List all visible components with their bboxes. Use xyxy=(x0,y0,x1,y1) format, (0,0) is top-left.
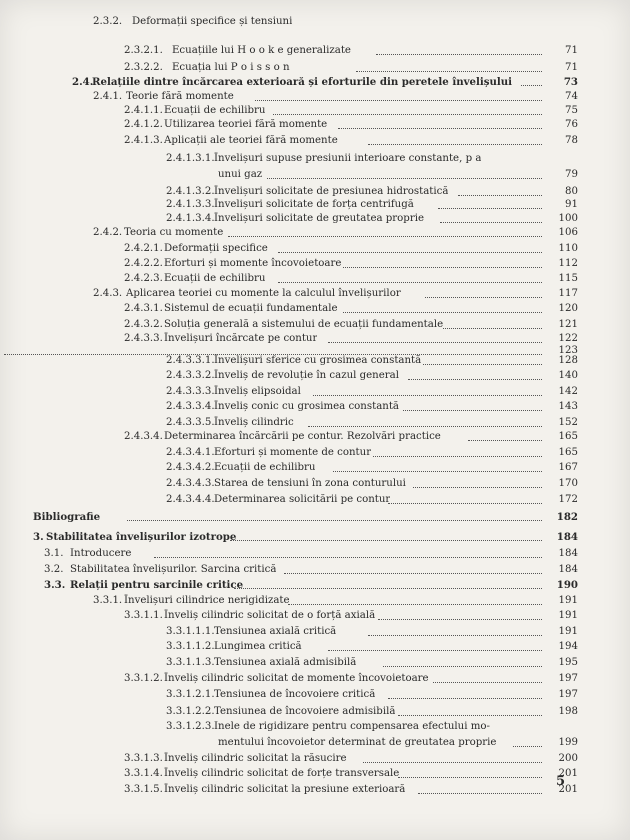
toc-entry xyxy=(0,369,630,383)
dot-leader xyxy=(368,144,542,145)
toc-page-number: 122 xyxy=(558,333,578,344)
toc-page-number: 71 xyxy=(565,62,578,73)
toc-page-number: 190 xyxy=(556,579,578,591)
toc-title: Învelișuri încărcate pe contur xyxy=(164,333,318,344)
toc-section-number: 2.4.1.3.3. xyxy=(166,199,215,210)
toc-section-number: 3.3. xyxy=(44,579,66,591)
toc-title: Starea de tensiuni în zona conturului xyxy=(214,478,406,489)
toc-title: Relații pentru sarcinile critice xyxy=(70,579,244,591)
toc-entry xyxy=(0,134,630,148)
dot-leader xyxy=(343,312,542,313)
toc-entry xyxy=(0,272,630,286)
toc-title: Tensiunea de încovoiere critică xyxy=(214,689,376,700)
dot-leader xyxy=(373,456,542,457)
toc-page-number: 74 xyxy=(565,91,578,102)
toc-title: Înveliș conic cu grosimea constantă xyxy=(214,401,399,412)
dot-leader xyxy=(378,619,542,620)
toc-section-number: 2.4.1.3.2. xyxy=(166,186,215,197)
toc-entry xyxy=(0,430,630,444)
toc-entry xyxy=(0,461,630,475)
toc-entry xyxy=(0,477,630,491)
toc-entry xyxy=(0,90,630,104)
toc-entry xyxy=(0,287,630,301)
toc-entry xyxy=(0,61,630,75)
toc-entry xyxy=(0,625,630,639)
toc-page-number: 191 xyxy=(558,626,578,637)
toc-entry xyxy=(0,212,630,226)
dot-leader xyxy=(433,682,542,683)
toc-entry xyxy=(0,15,630,29)
dot-leader xyxy=(388,698,542,699)
dot-leader xyxy=(418,793,542,794)
toc-section-number: 2.3.2. xyxy=(93,16,123,27)
dot-leader xyxy=(438,208,542,209)
toc-page-number: 172 xyxy=(558,494,578,505)
toc-section-number: 3.3.1.2.2. xyxy=(166,706,215,717)
toc-section-number: 2.4.2. xyxy=(93,227,123,238)
toc-section-number: 3.3.1.1.2. xyxy=(166,641,215,652)
toc-section-number: 2.4.1.2. xyxy=(124,119,163,130)
toc-page-number: 128 xyxy=(558,355,578,366)
dot-leader xyxy=(328,342,542,343)
toc-title: Ecuații de echilibru xyxy=(164,105,266,116)
toc-entry xyxy=(0,75,630,89)
toc-page-number: 197 xyxy=(558,673,578,684)
dot-leader xyxy=(368,635,542,636)
toc-title: Utilizarea teoriei fără momente xyxy=(164,119,328,130)
toc-page-number: 80 xyxy=(565,186,578,197)
toc-entry xyxy=(0,783,630,797)
toc-page-number: 167 xyxy=(558,462,578,473)
toc-page-number: 200 xyxy=(558,753,578,764)
toc-section-number: 3.3.1. xyxy=(93,595,123,606)
dot-leader xyxy=(278,282,542,283)
toc-title: Determinarea încărcării pe contur. Rezolvări practice xyxy=(164,431,441,442)
toc-section-number: 3.3.1.2.3. xyxy=(166,721,215,732)
dot-leader xyxy=(398,715,542,716)
toc-section-number: 3.1. xyxy=(44,548,64,559)
toc-section-number: 2.4. xyxy=(72,76,94,88)
toc-entry xyxy=(0,185,630,199)
toc-entry xyxy=(0,257,630,271)
toc-page-number: 170 xyxy=(558,478,578,489)
toc-title: Stabilitatea învelișurilor izotrope xyxy=(46,531,237,543)
toc-title: Învelișuri sferice cu grosimea constantă xyxy=(214,355,422,366)
dot-leader xyxy=(440,222,542,223)
toc-entry xyxy=(0,354,630,368)
toc-title: Determinarea solicitării pe contur xyxy=(214,494,391,505)
toc-page-number: 191 xyxy=(558,610,578,621)
page-number: 5 xyxy=(556,774,566,789)
dot-leader xyxy=(234,588,542,589)
toc-title: Învelișuri supuse presiunii interioare constante, p a xyxy=(214,153,482,164)
toc-section-number: 2.4.1.1. xyxy=(124,105,163,116)
dot-leader xyxy=(513,746,542,747)
toc-page-number: 91 xyxy=(565,199,578,210)
toc-page-number: 142 xyxy=(558,386,578,397)
toc-page-number: 152 xyxy=(558,417,578,428)
toc-entry xyxy=(0,752,630,766)
toc-entry xyxy=(0,640,630,654)
toc-title: Introducere xyxy=(70,548,132,559)
toc-entry xyxy=(0,446,630,460)
dot-leader xyxy=(338,128,542,129)
dot-leader xyxy=(154,557,542,558)
toc-entry xyxy=(0,118,630,132)
toc-entry xyxy=(0,104,630,118)
toc-page-number: 106 xyxy=(558,227,578,238)
toc-entry xyxy=(0,198,630,212)
toc-section-number: 3.3.1.2. xyxy=(124,673,163,684)
toc-title: Deformații specifice xyxy=(164,243,268,254)
toc-entry xyxy=(0,656,630,670)
toc-entry xyxy=(0,563,630,577)
toc-title: Stabilitatea învelișurilor. Sarcina critică xyxy=(70,564,277,575)
dot-leader xyxy=(313,395,542,396)
dot-leader xyxy=(521,85,542,86)
toc-entry xyxy=(0,493,630,507)
toc-title: Bibliografie xyxy=(33,511,101,523)
toc-page-number: 184 xyxy=(556,531,578,543)
toc-section-number: 2.4.3.4.1. xyxy=(166,447,215,458)
toc-entry xyxy=(0,547,630,561)
toc-page-number: 110 xyxy=(558,243,578,254)
toc-page-number: 79 xyxy=(565,169,578,180)
toc-title: Tensiunea axială admisibilă xyxy=(214,657,357,668)
toc-title: Înveliș de revoluție în cazul general xyxy=(214,370,399,381)
dot-leader xyxy=(413,487,542,488)
toc-section-number: 2.4.1. xyxy=(93,91,123,102)
toc-title-continuation: unui gaz xyxy=(218,169,263,180)
toc-entry xyxy=(0,672,630,686)
toc-entry xyxy=(0,510,630,524)
dot-leader xyxy=(388,503,542,504)
toc-page-number: 75 xyxy=(565,105,578,116)
toc-title: Înveliș cilindric xyxy=(214,417,294,428)
toc-section-number: 2.4.2.2. xyxy=(124,258,163,269)
toc-section-number: 2.4.2.1. xyxy=(124,243,163,254)
toc-entry xyxy=(0,385,630,399)
toc-title: Ecuațiile lui H o o k e generalizate xyxy=(172,45,351,56)
dot-leader xyxy=(356,71,542,72)
dot-leader xyxy=(398,777,542,778)
toc-page-number: 71 xyxy=(565,45,578,56)
dot-leader xyxy=(127,520,542,521)
toc-page-number: 143 xyxy=(558,401,578,412)
toc-section-number: 3.3.1.5. xyxy=(124,784,163,795)
toc-title: Tensiunea de încovoiere admisibilă xyxy=(214,706,396,717)
toc-entry xyxy=(0,302,630,316)
dot-leader xyxy=(230,540,542,541)
toc-entry xyxy=(0,242,630,256)
dot-leader xyxy=(255,100,542,101)
toc-title: Aplicarea teoriei cu momente la calculul învelișurilor xyxy=(126,288,401,299)
dot-leader xyxy=(425,297,542,298)
toc-title: Învelișuri cilindrice nerigidizate xyxy=(124,595,290,606)
toc-page-number: 184 xyxy=(558,548,578,559)
toc-title: Eforturi și momente încovoietoare xyxy=(164,258,342,269)
toc-section-number: 2.4.3.3.4. xyxy=(166,401,215,412)
dot-leader xyxy=(343,267,542,268)
dot-leader xyxy=(468,440,542,441)
toc-section-number: 2.4.3.4.3. xyxy=(166,478,215,489)
toc-page-number: 73 xyxy=(563,76,578,88)
toc-section-number: 3.3.1.1. xyxy=(124,610,163,621)
toc-section-number: 2.4.3.4.4. xyxy=(166,494,215,505)
toc-page-number: 112 xyxy=(558,258,578,269)
toc-entry xyxy=(0,400,630,414)
dot-leader xyxy=(333,471,542,472)
toc-title: Aplicații ale teoriei fără momente xyxy=(164,135,338,146)
toc-section-number: 2.4.2.3. xyxy=(124,273,163,284)
toc-page-number: 76 xyxy=(565,119,578,130)
toc-entry xyxy=(0,530,630,544)
dot-leader xyxy=(267,178,542,179)
toc-title: Ecuații de echilibru xyxy=(164,273,266,284)
toc-section-number: 3.3.1.4. xyxy=(124,768,163,779)
toc-title: Lungimea critică xyxy=(214,641,302,652)
dot-leader xyxy=(278,252,542,253)
dot-leader xyxy=(308,426,542,427)
toc-entry xyxy=(0,609,630,623)
toc-title-continuation: mentului încovoietor determinat de greutatea proprie xyxy=(218,737,497,748)
dot-leader xyxy=(284,573,542,574)
toc-page-number: 197 xyxy=(558,689,578,700)
toc-page-number: 195 xyxy=(558,657,578,668)
toc-title: Ecuații de echilibru xyxy=(214,462,316,473)
toc-page-number: 182 xyxy=(556,511,578,523)
toc-title: Teorie fără momente xyxy=(126,91,234,102)
toc-title: Teoria cu momente xyxy=(124,227,224,238)
toc-page-number: 140 xyxy=(558,370,578,381)
toc-section-number: 3.3.1.1.1. xyxy=(166,626,215,637)
toc-section-number: 2.4.1.3.1. xyxy=(166,153,215,164)
toc-page-number: 165 xyxy=(558,447,578,458)
toc-section-number: 2.4.3.1. xyxy=(124,303,163,314)
toc-title: Învelișuri solicitate de forța centrifugă xyxy=(214,199,414,210)
toc-entry xyxy=(0,226,630,240)
toc-entry xyxy=(0,767,630,781)
toc-title: Ecuația lui P o i s s o n xyxy=(172,62,290,73)
toc-title: Înveliș cilindric solicitat la răsucire xyxy=(164,753,347,764)
toc-page-number: 199 xyxy=(558,737,578,748)
dot-leader xyxy=(408,379,542,380)
toc-page-number: 184 xyxy=(558,564,578,575)
toc-title: Inele de rigidizare pentru compensarea efectului mo- xyxy=(214,721,490,732)
toc-entry xyxy=(0,318,630,332)
dot-leader xyxy=(458,195,542,196)
toc-title: Înveliș cilindric solicitat de momente încovoietoare xyxy=(164,673,429,684)
toc-title: Relațiile dintre încărcarea exterioară și eforturile din peretele învelișului xyxy=(92,76,513,88)
toc-page-number: 123 xyxy=(558,345,578,356)
toc-page-number: 194 xyxy=(558,641,578,652)
toc-title: Învelișuri solicitate de greutatea proprie xyxy=(214,213,424,224)
toc-section-number: 3. xyxy=(33,531,44,543)
dot-leader xyxy=(228,236,542,237)
toc-section-number: 3.3.1.1.3. xyxy=(166,657,215,668)
toc-entry xyxy=(0,44,630,58)
toc-page-number: 191 xyxy=(558,595,578,606)
toc-section-number: 3.2. xyxy=(44,564,64,575)
dot-leader xyxy=(403,410,542,411)
toc-title: Tensiunea axială critică xyxy=(214,626,337,637)
dot-leader xyxy=(376,54,542,55)
toc-section-number: 2.4.1.3. xyxy=(124,135,163,146)
toc-section-number: 3.3.1.3. xyxy=(124,753,163,764)
toc-title: Înveliș elipsoidal xyxy=(214,386,301,397)
toc-title: Soluția generală a sistemului de ecuații fundamentale xyxy=(164,319,444,330)
toc-section-number: 2.3.2.2. xyxy=(124,62,163,73)
toc-section-number: 2.4.3.3.1. xyxy=(166,355,215,366)
toc-page-number: 117 xyxy=(558,288,578,299)
toc-page-number: 165 xyxy=(558,431,578,442)
toc-section-number: 2.4.1.3.4. xyxy=(166,213,215,224)
toc-page-number: 78 xyxy=(565,135,578,146)
toc-page-number: 115 xyxy=(558,273,578,284)
dot-leader xyxy=(443,328,542,329)
toc-title: Înveliș cilindric solicitat la presiune exterioară xyxy=(164,784,406,795)
toc-entry xyxy=(0,578,630,592)
toc-section-number: 2.4.3.2. xyxy=(124,319,163,330)
toc-section-number: 3.3.1.2.1. xyxy=(166,689,215,700)
dot-leader xyxy=(273,114,542,115)
toc-section-number: 2.4.3.3.3. xyxy=(166,386,215,397)
toc-page-number: 120 xyxy=(558,303,578,314)
toc-entry xyxy=(0,688,630,702)
toc-entry xyxy=(0,416,630,430)
toc-section-number: 2.4.3.3.2. xyxy=(166,370,215,381)
toc-section-number: 2.4.3. xyxy=(93,288,123,299)
toc-section-number: 2.4.3.3. xyxy=(124,333,163,344)
toc-entry xyxy=(0,594,630,608)
toc-section-number: 2.4.3.4. xyxy=(124,431,163,442)
toc-title: Sistemul de ecuații fundamentale xyxy=(164,303,338,314)
toc-title: Înveliș cilindric solicitat de forțe transversale xyxy=(164,768,400,779)
dot-leader xyxy=(288,604,542,605)
toc-page-number: 198 xyxy=(558,706,578,717)
toc-page-number: 201 xyxy=(558,768,578,779)
toc-page-number: 100 xyxy=(558,213,578,224)
toc-title: Eforturi și momente de contur xyxy=(214,447,372,458)
toc-section-number: 2.3.2.1. xyxy=(124,45,163,56)
toc-section-number: 2.4.3.3.5. xyxy=(166,417,215,428)
toc-section-number: 2.4.3.4.2. xyxy=(166,462,215,473)
dot-leader xyxy=(328,650,542,651)
toc-entry xyxy=(0,705,630,719)
dot-leader xyxy=(383,666,542,667)
toc-title: Deformații specifice și tensiuni xyxy=(132,16,293,27)
toc-page-number: 121 xyxy=(558,319,578,330)
toc-title: Învelișuri solicitate de presiunea hidrostatică xyxy=(214,186,449,197)
dot-leader xyxy=(423,364,542,365)
toc-title: Înveliș cilindric solicitat de o forță axială xyxy=(164,610,376,621)
toc-page-number: 201 xyxy=(558,784,578,795)
dot-leader xyxy=(363,762,542,763)
